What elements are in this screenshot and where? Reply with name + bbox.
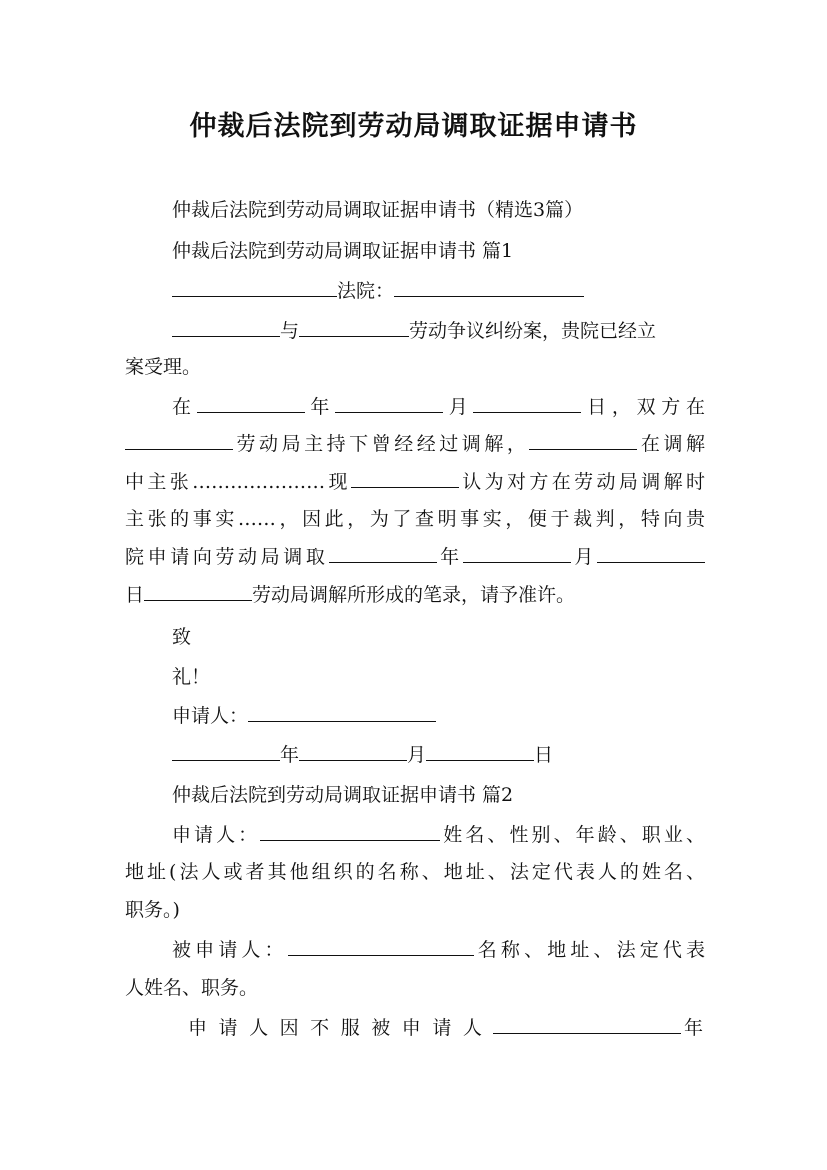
court-line: 法院： bbox=[172, 278, 705, 304]
blank-field bbox=[529, 431, 637, 450]
blank-field bbox=[351, 469, 459, 488]
document-title: 仲裁后法院到劳动局调取证据申请书 bbox=[189, 111, 638, 142]
case-line: 与 劳动争议纠纷案，贵院已经立 bbox=[172, 318, 705, 344]
claim-line: 中主张…………………现 认为对方在劳动局调解时 bbox=[125, 471, 705, 493]
sign-date-line: 年 月 日 bbox=[172, 742, 705, 768]
duty-line: 职务。) bbox=[125, 899, 180, 921]
case-end-line: 案受理。 bbox=[125, 356, 202, 378]
section2-heading: 仲裁后法院到劳动局调取证据申请书 篇2 bbox=[172, 784, 514, 806]
blank-field bbox=[248, 703, 436, 722]
salute-line: 礼！ bbox=[172, 666, 211, 688]
blank-field bbox=[463, 544, 571, 563]
blank-field bbox=[288, 937, 474, 956]
intro-line: 仲裁后法院到劳动局调取证据申请书（精选3篇） bbox=[172, 199, 584, 221]
blank-field bbox=[197, 394, 305, 413]
blank-field bbox=[335, 394, 443, 413]
respondent-end-line: 人姓名、职务。 bbox=[125, 977, 259, 999]
address-line: 地址(法人或者其他组织的名称、地址、法定代表人的姓名、 bbox=[125, 861, 705, 883]
blank-field bbox=[172, 742, 280, 761]
applicant-line: 申请人： 姓名、性别、年龄、职业、 bbox=[172, 824, 705, 846]
blank-field bbox=[125, 431, 233, 450]
respondent-line: 被申请人： 名称、地址、法定代表 bbox=[172, 939, 705, 961]
facts-line: 主张的事实……，因此，为了查明事实，便于裁判，特向贵 bbox=[125, 508, 705, 530]
last-line: 申请人因不服被申请人 年 bbox=[188, 1017, 703, 1039]
blank-field bbox=[260, 822, 440, 841]
to-line: 致 bbox=[172, 626, 192, 648]
blank-field bbox=[329, 544, 437, 563]
blank-field bbox=[493, 1015, 681, 1034]
record-line: 日 劳动局调解所形成的笔录，请予准许。 bbox=[125, 584, 576, 606]
blank-field bbox=[426, 742, 534, 761]
blank-field bbox=[172, 278, 337, 297]
blank-field bbox=[172, 318, 280, 337]
applicant-sign-line: 申请人： bbox=[172, 703, 705, 729]
blank-field bbox=[394, 278, 584, 297]
section1-heading: 仲裁后法院到劳动局调取证据申请书 篇1 bbox=[172, 240, 514, 262]
mediation-line: 劳动局主持下曾经经过调解， 在调解 bbox=[125, 431, 705, 457]
blank-field bbox=[473, 394, 581, 413]
apply-line: 院申请向劳动局调取 年 月 bbox=[125, 544, 705, 570]
date-line: 在 年 月 日，双方在 bbox=[172, 396, 705, 418]
blank-field bbox=[144, 582, 252, 601]
blank-field bbox=[299, 742, 407, 761]
blank-field bbox=[299, 318, 409, 337]
blank-field bbox=[597, 544, 705, 563]
